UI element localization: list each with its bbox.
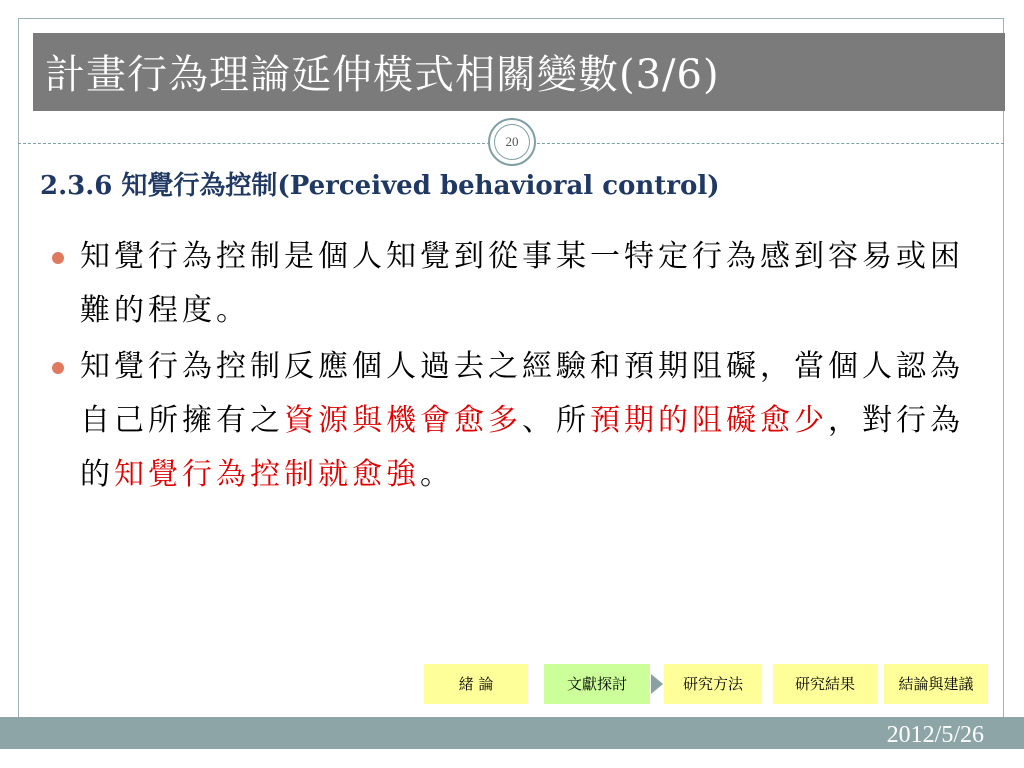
nav-item-results[interactable]: 研究結果 — [773, 664, 877, 704]
nav-item-methods[interactable]: 研究方法 — [664, 664, 762, 704]
bullet-text: 、所 — [522, 403, 590, 438]
highlight-text: 知覺行為控制就愈強 — [114, 457, 420, 492]
nav-item-introduction[interactable]: 緒 論 — [424, 664, 528, 704]
bullet-dot-icon — [52, 252, 64, 264]
bullet-item — [46, 340, 996, 502]
content-body — [46, 230, 996, 504]
slide-title: 計畫行為理論延伸模式相關變數(3/6) — [45, 52, 720, 98]
highlight-text: 預期的阻礙愈少 — [590, 403, 828, 438]
nav-item-literature-review[interactable]: 文獻探討 — [544, 664, 650, 704]
highlight-text: 資源與機會愈多 — [284, 403, 522, 438]
nav-item-conclusion[interactable]: 結論與建議 — [884, 664, 988, 704]
bullet-text: 知覺行為控制反應個人過去之經驗和預期阻礙，當個人認為自己所擁有之 — [80, 349, 964, 438]
bullet-item — [46, 230, 996, 338]
page-number-badge — [488, 118, 536, 166]
footer-bar — [0, 717, 1024, 749]
bullet-text: 知覺行為控制是個人知覺到從事某一特定行為感到容易或困難的程度。 — [80, 239, 964, 328]
page-number: 20 — [494, 124, 530, 160]
nav-arrow-icon — [651, 674, 663, 694]
footer-date: 2012/5/26 — [886, 722, 984, 748]
bullet-text: ，對行為的 — [80, 403, 964, 492]
bullet-dot-icon — [52, 362, 64, 374]
bullet-text: 。 — [420, 457, 454, 492]
section-subtitle: 2.3.6 知覺行為控制(Perceived behavioral control) — [40, 171, 720, 201]
